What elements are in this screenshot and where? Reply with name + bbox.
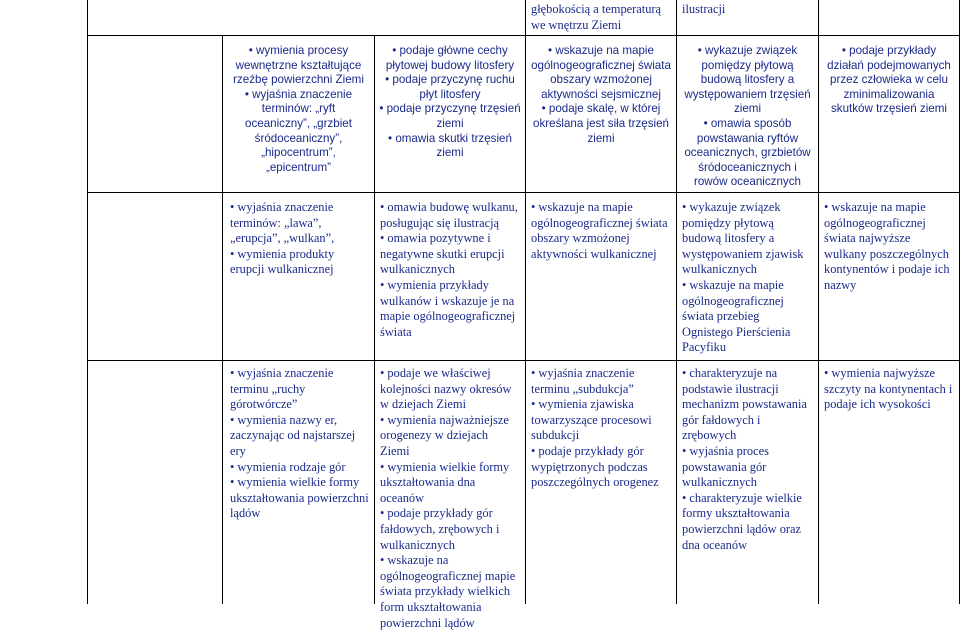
row-16-col3-cell [531,200,675,262]
cell-line: towarzyszące procesowi [531,413,675,429]
cell-line: ogólnogeograficznej mapie [380,569,524,585]
cell-line: „hipocentrum”, [223,146,374,161]
cell-line: kolejności nazwy okresów [380,382,524,398]
row-15-col4-cell [677,44,818,190]
cell-line: określana jest siła trzęsień [526,117,676,132]
cell-line: • podaje skalę, w której [526,102,676,117]
cell-line: zrębowych [682,428,817,444]
cell-line: • wymienia rodzaje gór [230,460,373,476]
cell-line: mapie ogólnogeograficznej [380,309,524,325]
cell-line: rowów oceanicznych [677,175,818,190]
cell-line: powstawania gór [682,460,817,476]
row-15-col3-cell [526,44,676,146]
cell-line: terminów: „ryft [223,102,374,117]
cell-line: • charakteryzuje na [682,366,817,382]
cell-line: • wymienia zjawiska [531,397,675,413]
cell-line: • wymienia najważniejsze [380,413,524,429]
row-16-col2-cell [380,200,524,340]
cell-line: przez człowieka w celu [819,73,959,88]
cell-line: oceanów [380,491,524,507]
header-col3-cell [531,2,671,33]
cell-line: • wymienia wielkie formy [230,475,373,491]
cell-line: ukształtowania dna [380,475,524,491]
row-17-col5-cell [824,366,958,413]
row-divider [87,35,960,36]
cell-line: • wyjaśnia proces [682,444,817,460]
cell-line: świata przebieg [682,309,817,325]
cell-line: • podaje we właściwej [380,366,524,382]
cell-line: obszary wzmożonej [531,231,675,247]
cell-line: śródoceaniczny”, [223,132,374,147]
cell-line: • wykazuje związek [677,44,818,59]
cell-line: wewnętrzne kształtujące [223,59,374,74]
row-divider [87,192,960,193]
cell-line: Ognistego Pierścienia [682,325,817,341]
cell-line: negatywne skutki erupcji [380,247,524,263]
cell-line: powierzchni lądów [380,616,524,631]
cell-line: powierzchni lądów oraz [682,522,817,538]
cell-line: działań podejmowanych [819,59,959,74]
cell-line: zaczynając od najstarszej [230,428,373,444]
cell-line: ziemi [375,146,525,161]
cell-line: wulkanicznych [380,262,524,278]
cell-line: • wymienia wielkie formy [380,460,524,476]
cell-line: • wskazuje na [380,553,524,569]
cell-line: • wymienia najwyższe [824,366,958,382]
header-line: głębokością a temperaturą [531,2,671,18]
cell-line: pomiędzy płytową [682,216,817,232]
cell-line: • wskazuje na mapie [531,200,675,216]
cell-line: lądów [230,506,373,522]
row-divider [87,360,960,361]
cell-line: • omawia pozytywne i [380,231,524,247]
cell-line: „erupcja”, „wulkan”, [230,231,373,247]
cell-line: ziemi [677,102,818,117]
cell-line: oceanicznych, grzbietów [677,146,818,161]
cell-line: • wymienia przykłady [380,278,524,294]
cell-line: wulkanicznych [682,262,817,278]
row-17-col4-cell [682,366,817,553]
cell-line: gór fałdowych i [682,413,817,429]
cell-line: aktywności wulkanicznej [531,247,675,263]
cell-line: poszczególnych orogenez [531,475,675,491]
cell-line: • wskazuje na mapie [682,278,817,294]
cell-line: erupcji wulkanicznej [230,262,373,278]
cell-line: rzeźbę powierzchni Ziemi [223,73,374,88]
cell-line: • omawia budowę wulkanu, [380,200,524,216]
cell-line: nazwy [824,278,958,294]
header-line: ilustracji [682,2,812,18]
cell-line: posługując się ilustracją [380,216,524,232]
cell-line: w dziejach Ziemi [380,397,524,413]
cell-line: ogólnogeograficznej [682,294,817,310]
cell-line: dna oceanów [682,538,817,554]
row-17-col3-cell [531,366,675,491]
cell-line: ogólnogeograficznej świata [531,216,675,232]
row-15-col2-cell [375,44,525,161]
cell-line: • wymienia produkty [230,247,373,263]
cell-line: terminów: „lawa”, [230,216,373,232]
cell-line: pomiędzy płytową [677,59,818,74]
row-15-col1-cell [223,44,374,175]
cell-line: wulkanów i wskazuje je na [380,294,524,310]
cell-line: fałdowych, zrębowych i [380,522,524,538]
cell-line: mechanizm powstawania [682,397,817,413]
cell-line: wulkanicznych [380,538,524,554]
cell-line: wulkanicznych [682,475,817,491]
cell-line: • wskazuje na mapie [824,200,958,216]
cell-line: • wymienia procesy [223,44,374,59]
cell-line: terminu „ruchy [230,382,373,398]
cell-line: • wyjaśnia znaczenie [230,200,373,216]
cell-line: • wyjaśnia znaczenie [223,88,374,103]
cell-line: świata najwyższe [824,231,958,247]
cell-line: • podaje przyczynę trzęsień [375,102,525,117]
cell-line: kontynentów i podaje ich [824,262,958,278]
cell-line: • omawia skutki trzęsień [375,132,525,147]
cell-line: świata [380,325,524,341]
cell-line: • wskazuje na mapie [526,44,676,59]
cell-line: skutków trzęsień ziemi [819,102,959,117]
cell-line: ziemi [375,117,525,132]
cell-line: górotwórcze” [230,397,373,413]
cell-line: terminu „subdukcja” [531,382,675,398]
cell-line: • omawia sposób [677,117,818,132]
cell-line: oceaniczny”, „grzbiet [223,117,374,132]
row-16-col4-cell [682,200,817,356]
cell-line: śródoceanicznych i [677,161,818,176]
cell-line: ziemi [526,132,676,147]
cell-line: formy ukształtowania [682,506,817,522]
cell-line: orogenezy w dziejach [380,428,524,444]
cell-line: budową litosfery a [682,231,817,247]
row-15-col5-cell [819,44,959,117]
cell-line: aktywności sejsmicznej [526,88,676,103]
cell-line: • podaje przyczynę ruchu [375,73,525,88]
cell-line: • podaje przykłady gór [380,506,524,522]
cell-line: płytowej budowy litosfery [375,59,525,74]
cell-line: „epicentrum” [223,161,374,176]
cell-line: występowaniem zjawisk [682,247,817,263]
cell-line: subdukcji [531,428,675,444]
cell-line: • wymienia nazwy er, [230,413,373,429]
cell-line: wulkany poszczególnych [824,247,958,263]
cell-line: podstawie ilustracji [682,382,817,398]
cell-line: • podaje przykłady gór [531,444,675,460]
cell-line: powstawania ryftów [677,132,818,147]
table-border-left [87,0,88,604]
cell-line: występowaniem trzęsień [677,88,818,103]
cell-line: Pacyfiku [682,340,817,356]
row-16-col1-cell [230,200,373,278]
cell-line: szczyty na kontynentach i [824,382,958,398]
cell-line: wypiętrzonych podczas [531,460,675,476]
cell-line: form ukształtowania [380,600,524,616]
cell-line: Ziemi [380,444,524,460]
header-col4-cell [682,2,812,18]
cell-line: • charakteryzuje wielkie [682,491,817,507]
row-17-col1-cell [230,366,373,522]
cell-line: ogólnogeograficznej [824,216,958,232]
cell-line: • podaje główne cechy [375,44,525,59]
cell-line: zminimalizowania [819,88,959,103]
cell-line: ogólnogeograficznej świata [526,59,676,74]
cell-line: • wyjaśnia znaczenie [531,366,675,382]
cell-line: ery [230,444,373,460]
row-16-col5-cell [824,200,958,294]
cell-line: • wyjaśnia znaczenie [230,366,373,382]
cell-line: podaje ich wysokości [824,397,958,413]
header-line: we wnętrzu Ziemi [531,18,671,34]
cell-line: ukształtowania powierzchni [230,491,373,507]
cell-line: budową litosfery a [677,73,818,88]
cell-line: świata przykłady wielkich [380,584,524,600]
cell-line: • podaje przykłady [819,44,959,59]
cell-line: płyt litosfery [375,88,525,103]
cell-line: obszary wzmożonej [526,73,676,88]
row-17-col2-cell [380,366,524,631]
cell-line: • wykazuje związek [682,200,817,216]
